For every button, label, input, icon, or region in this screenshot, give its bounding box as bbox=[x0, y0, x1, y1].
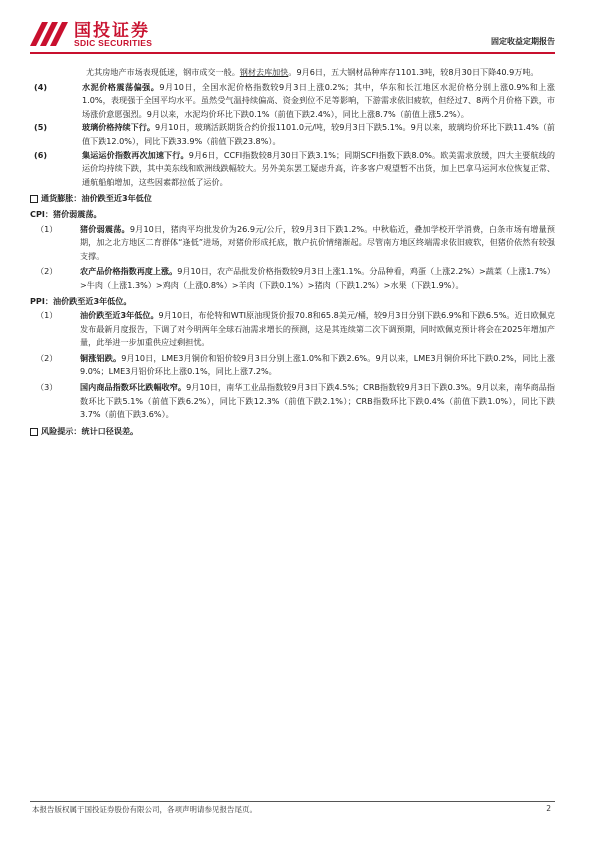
item-body: 9月10日，猪肉平均批发价为26.9元/公斤，较9月3日下跌1.2%。中秋临近，叠加学校开学消费，白条市场有增量预期，加之北方地区二育群体“逢低”进场，对猪价形成托底，散户抗价情绪渐起。尽管南方地区终端需求依旧疲软，但猪价依然有较强支撑。 bbox=[80, 223, 555, 261]
list-item bbox=[30, 352, 555, 379]
section-heading-inflation bbox=[30, 192, 555, 206]
intro-text: 尤其房地产市场表现低迷，钢市成交一般。 bbox=[86, 67, 240, 77]
item-number: (6) bbox=[34, 149, 48, 160]
item-lead: 农产品价格指数再度上涨。 bbox=[80, 266, 178, 277]
item-body: 9月10日，玻璃活跃期货合约价报1101.0元/吨，较9月3日下跌5.1%。9月以来，玻璃均价环比下跌11.4%（前值下跌12.0%），同比下跌33.9%（前值下跌23.8%）。 bbox=[82, 122, 555, 146]
list-item bbox=[30, 381, 555, 422]
logo-icon bbox=[28, 18, 68, 48]
section-bullet-icon bbox=[30, 195, 38, 203]
item-lead: 铜涨铝跌。 bbox=[80, 352, 122, 363]
item-lead: 国内商品指数环比跌幅收窄。 bbox=[80, 382, 187, 393]
page-header bbox=[0, 0, 595, 58]
item-body: 9月10日，南华工业品指数较9月3日下跌4.5%；CRB指数较9月3日下跌0.3%。9月以来，南华商品指数环比下跌5.1%（前值下跌6.2%），同比下跌12.3%（前值下跌2.1%）；CRB指数环比下跌0.4%（前值下跌1.0%），同比下跌3.7%（前值下跌3.6%）。 bbox=[80, 382, 555, 420]
item-number: （2） bbox=[36, 352, 58, 363]
ppi-heading: PPI：油价跌至近3年低位。 bbox=[30, 295, 132, 306]
item-number: （1） bbox=[36, 310, 58, 321]
item-number: (5) bbox=[34, 122, 48, 133]
item-body: 9月10日，布伦特和WTI原油现货价报70.8和65.8美元/桶，较9月3日分别下跌6.9%和下跌6.5%。近日欧佩克发布最新月度报告，下调了对今明两年全球石油需求增长的预测，这是其连续第二次下调预期，同时欧佩克预计将会在2025年增加产量，此举进一步加重供应过剩担忧。 bbox=[80, 310, 555, 348]
item-lead: 油价跌至近3年低位。 bbox=[80, 310, 159, 321]
item-lead: 水泥价格震荡偏强。 bbox=[82, 81, 160, 92]
list-item bbox=[30, 149, 555, 190]
item-body: 9月10日，农产品批发价格指数较9月3日上涨1.1%。分品种看，鸡蛋（上涨2.2%）>蔬菜（上涨1.7%）>牛肉（上涨1.3%）>鸡肉（上涨0.8%）>羊肉（下跌0.1%）>猪肉（下跌1.2%）>水果（下跌1.9%）。 bbox=[80, 266, 555, 290]
list-item bbox=[30, 309, 555, 350]
item-number: （2） bbox=[36, 266, 58, 277]
list-item bbox=[30, 121, 555, 148]
logo-text-en: SDIC SECURITIES bbox=[74, 38, 153, 48]
item-number: (4) bbox=[34, 81, 48, 92]
list-item bbox=[30, 265, 555, 292]
list-item bbox=[30, 81, 555, 122]
section-title: 通货膨胀：油价跌至近3年低位 bbox=[41, 193, 152, 204]
footer-disclaimer: 本报告版权属于国投证券股份有限公司，各项声明请参见报告尾页。 bbox=[32, 805, 257, 814]
section-heading-risk bbox=[30, 425, 555, 439]
item-number: （1） bbox=[36, 223, 58, 234]
item-number: （3） bbox=[36, 382, 58, 393]
item-lead: 玻璃价格持续下行。 bbox=[82, 122, 155, 133]
list-item bbox=[30, 223, 555, 264]
section-bullet-icon bbox=[30, 428, 38, 436]
item-body: 9月10日，全国水泥价格指数较9月3日上涨0.2%；其中，华东和长江地区水泥价格分别上涨0.9%和上涨1.0%，表现强于全国平均水平。虽然受气温持续偏高、资金到位不足等影响，下游需求依旧疲软，但经过7、8两个月价格下跌，市场涨价意愿强烈。9月以来，水泥均价环比下跌0.1%（前值下跌2.4%），同比上涨8.7%（前值上涨5.2%）。 bbox=[82, 81, 555, 119]
item-lead: 集运运价指数再次加速下行。 bbox=[82, 149, 189, 160]
item-body: 9月6日，CCFI指数较8月30日下跌3.1%；同期SCFI指数下跌8.0%。欧美需求放缓，四大主要航线的运价均持续下跌，其中美东线和欧洲线跌幅较大。另外美东罢工疑虑升高，许多客户观望暂不出货，加上巴拿马运河水位恢复正常、通航船舶增加，这些因素都拉低了运价。 bbox=[82, 149, 555, 187]
cpi-heading: CPI：猪价弱震荡。 bbox=[30, 208, 102, 219]
main-content bbox=[30, 66, 555, 439]
intro-paragraph bbox=[30, 66, 555, 80]
logo-text-cn: 国投证券 bbox=[74, 21, 150, 41]
item-lead: 猪价弱震荡。 bbox=[80, 223, 130, 234]
footer-divider bbox=[30, 801, 555, 802]
intro-text-rest: 。9月6日，五大钢材品种库存1101.3吨，较8月30日下降40.9万吨。 bbox=[288, 67, 539, 77]
intro-link[interactable]: 钢材去库加快 bbox=[239, 67, 289, 77]
section-title: 风险提示：统计口径误差。 bbox=[41, 425, 139, 436]
page-number: 2 bbox=[546, 804, 551, 813]
report-type: 固定收益定期报告 bbox=[491, 37, 555, 46]
header-divider bbox=[30, 52, 555, 54]
item-body: 9月10日，LME3月铜价和铝价较9月3日分别上涨1.0%和下跌2.6%。9月以来，LME3月铜价环比下跌0.2%，同比上涨9.0%；LME3月铝价环比上涨0.1%，同比上涨7.2%。 bbox=[80, 352, 555, 377]
